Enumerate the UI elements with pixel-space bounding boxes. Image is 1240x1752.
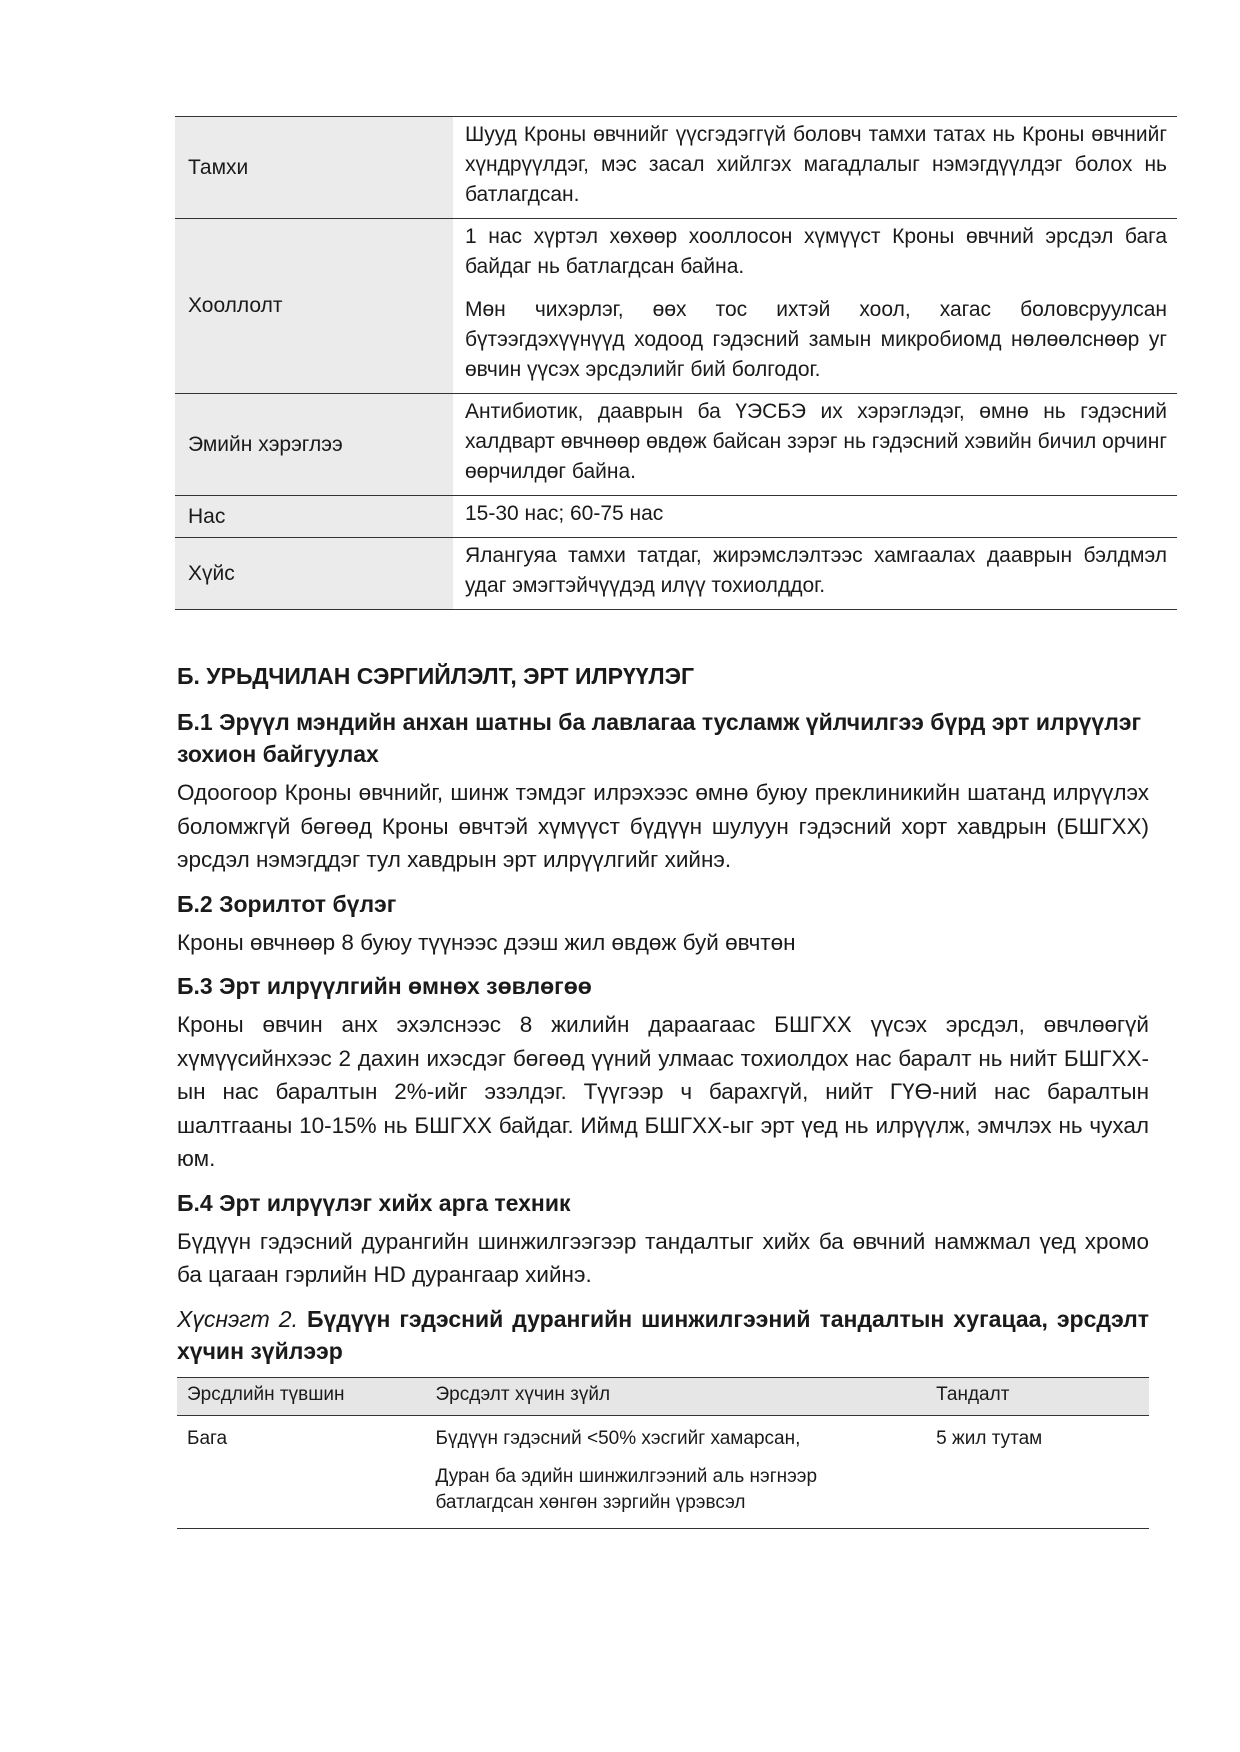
table-header-row	[177, 1377, 1149, 1415]
subsection-heading-b3: Б.3 Эрт илрүүлгийн өмнөх зөвлөгөө	[177, 973, 592, 999]
caption-label: Хүснэгт 2.	[177, 1305, 298, 1332]
row-paragraph: 15-30 нас; 60-75 нас	[465, 502, 664, 525]
row-paragraph: Антибиотик, дааврын ба ҮЭСБЭ их хэрэглэдэг, өмнө нь гэдэсний халдварт өвчнөөр өвдөж байсан зэрэг нь гэдэсний хэвийн бичил орчинг өөрчилдөг байна.	[465, 400, 1167, 483]
paragraph-b1: Одоогоор Кроны өвчнийг, шинж тэмдэг илрэхээс өмнө буюу преклиникийн шатанд илрүүлэх боломжгүй бөгөөд Кроны өвчтэй хүмүүст бүдүүн шулуун гэдэсний хорт хавдрын (БШГХХ) эрсдэл нэмэгддэг тул хавдрын эрт илрүүлгийг хийнэ.	[177, 780, 1149, 872]
risk-level-cell: Бага	[177, 1415, 425, 1528]
row-label: Хүйс	[175, 538, 453, 610]
interval-cell: 5 жил тутам	[926, 1415, 1149, 1528]
column-header: Эрсдлийн түвшин	[177, 1377, 425, 1415]
row-text	[453, 538, 1177, 610]
row-paragraph: Шууд Кроны өвчнийг үүсгэдэггүй боловч тамхи татах нь Кроны өвчнийг хүндрүүлдэг, мэс засал хийлгэх магадлалыг нэмэгдүүлдэг болох нь батлагдсан.	[465, 123, 1167, 206]
row-paragraph: Мөн чихэрлэг, өөх тос ихтэй хоол, хагас боловсруулсан бүтээгдэхүүнүүд ходоод гэдэсний замын микробиомд нөлөөлснөөр уг өвчин үүсэх эрсдэлийг бий болгодог.	[465, 298, 1167, 381]
table-row	[177, 1415, 1149, 1528]
table-row	[175, 394, 1177, 496]
paragraph-b3: Кроны өвчин анх эхэлснээс 8 жилийн дараагаас БШГХХ үүсэх эрсдэл, өвчлөөгүй хүмүүсийнхээс 2 дахин ихэсдэг бөгөөд үүний улмаас тохиолдох нас баралт нь нийт БШГХХ-ын нас баралтын 2%-ийг эзэлдэг. Түүгээр ч барахгүй, нийт ГҮӨ-ний нас баралтын шалтгааны 10-15% нь БШГХХ байдаг. Иймд БШГХХ-ыг эрт үед нь илрүүлж, эмчлэх нь чухал юм.	[177, 1012, 1149, 1171]
table-caption	[177, 1303, 1149, 1367]
subsection-heading-b1: Б.1 Эрүүл мэндийн анхан шатны ба лавлагаа тусламж үйлчилгээ бүрд эрт илрүүлэг зохион байгуулах	[177, 709, 1142, 767]
row-label: Нас	[175, 496, 453, 538]
subsection-heading-b4: Б.4 Эрт илрүүлэг хийх арга техник	[177, 1189, 571, 1216]
factor-line: Бүдүүн гэдэсний <50% хэсгийг хамарсан,	[435, 1427, 801, 1449]
row-label: Хооллолт	[175, 219, 453, 394]
screening-table	[177, 1377, 1149, 1529]
row-label: Эмийн хэрэглээ	[175, 394, 453, 496]
row-paragraph: 1 нас хүртэл хөхөөр хооллосон хүмүүст Кроны өвчний эрсдэл бага байдаг нь батлагдсан байна.	[465, 225, 1167, 278]
table-row	[175, 538, 1177, 610]
table-row	[175, 496, 1177, 538]
table-row	[175, 117, 1177, 219]
main-content	[177, 660, 1149, 1529]
paragraph-b4: Бүдүүн гэдэсний дурангийн шинжилгээгээр тандалтыг хийх ба өвчний намжмал үед хромо ба цагаан гэрлийн HD дурангаар хийнэ.	[177, 1228, 1149, 1287]
column-header: Тандалт	[926, 1377, 1149, 1415]
paragraph-b2: Кроны өвчнөөр 8 буюу түүнээс дээш жил өвдөж буй өвчтөн	[177, 929, 796, 955]
row-text	[453, 496, 1177, 538]
risk-factor-table	[175, 116, 1177, 610]
risk-factor-cell	[425, 1415, 926, 1528]
row-text	[453, 117, 1177, 219]
factor-line: Дуран ба эдийн шинжилгээний аль нэгнээр батлагдсан хөнгөн зэргийн үрэвсэл	[435, 1465, 818, 1513]
row-paragraph: Ялангуяа тамхи татдаг, жирэмслэлтээс хамгаалах дааврын бэлдмэл удаг эмэгтэйчүүдэд илүү тохиолддог.	[465, 544, 1167, 597]
section-title: Б. УРЬДЧИЛАН СЭРГИЙЛЭЛТ, ЭРТ ИЛРҮҮЛЭГ	[177, 663, 695, 689]
subsection-heading-b2: Б.2 Зорилтот бүлэг	[177, 890, 397, 917]
row-label: Тамхи	[175, 117, 453, 219]
column-header: Эрсдэлт хүчин зүйл	[425, 1377, 926, 1415]
row-text	[453, 394, 1177, 496]
table-row	[175, 219, 1177, 394]
row-text	[453, 219, 1177, 394]
caption-title: Бүдүүн гэдэсний дурангийн шинжилгээний тандалтын хугацаа, эрсдэлт хүчин зүйлээр	[177, 1305, 1149, 1364]
